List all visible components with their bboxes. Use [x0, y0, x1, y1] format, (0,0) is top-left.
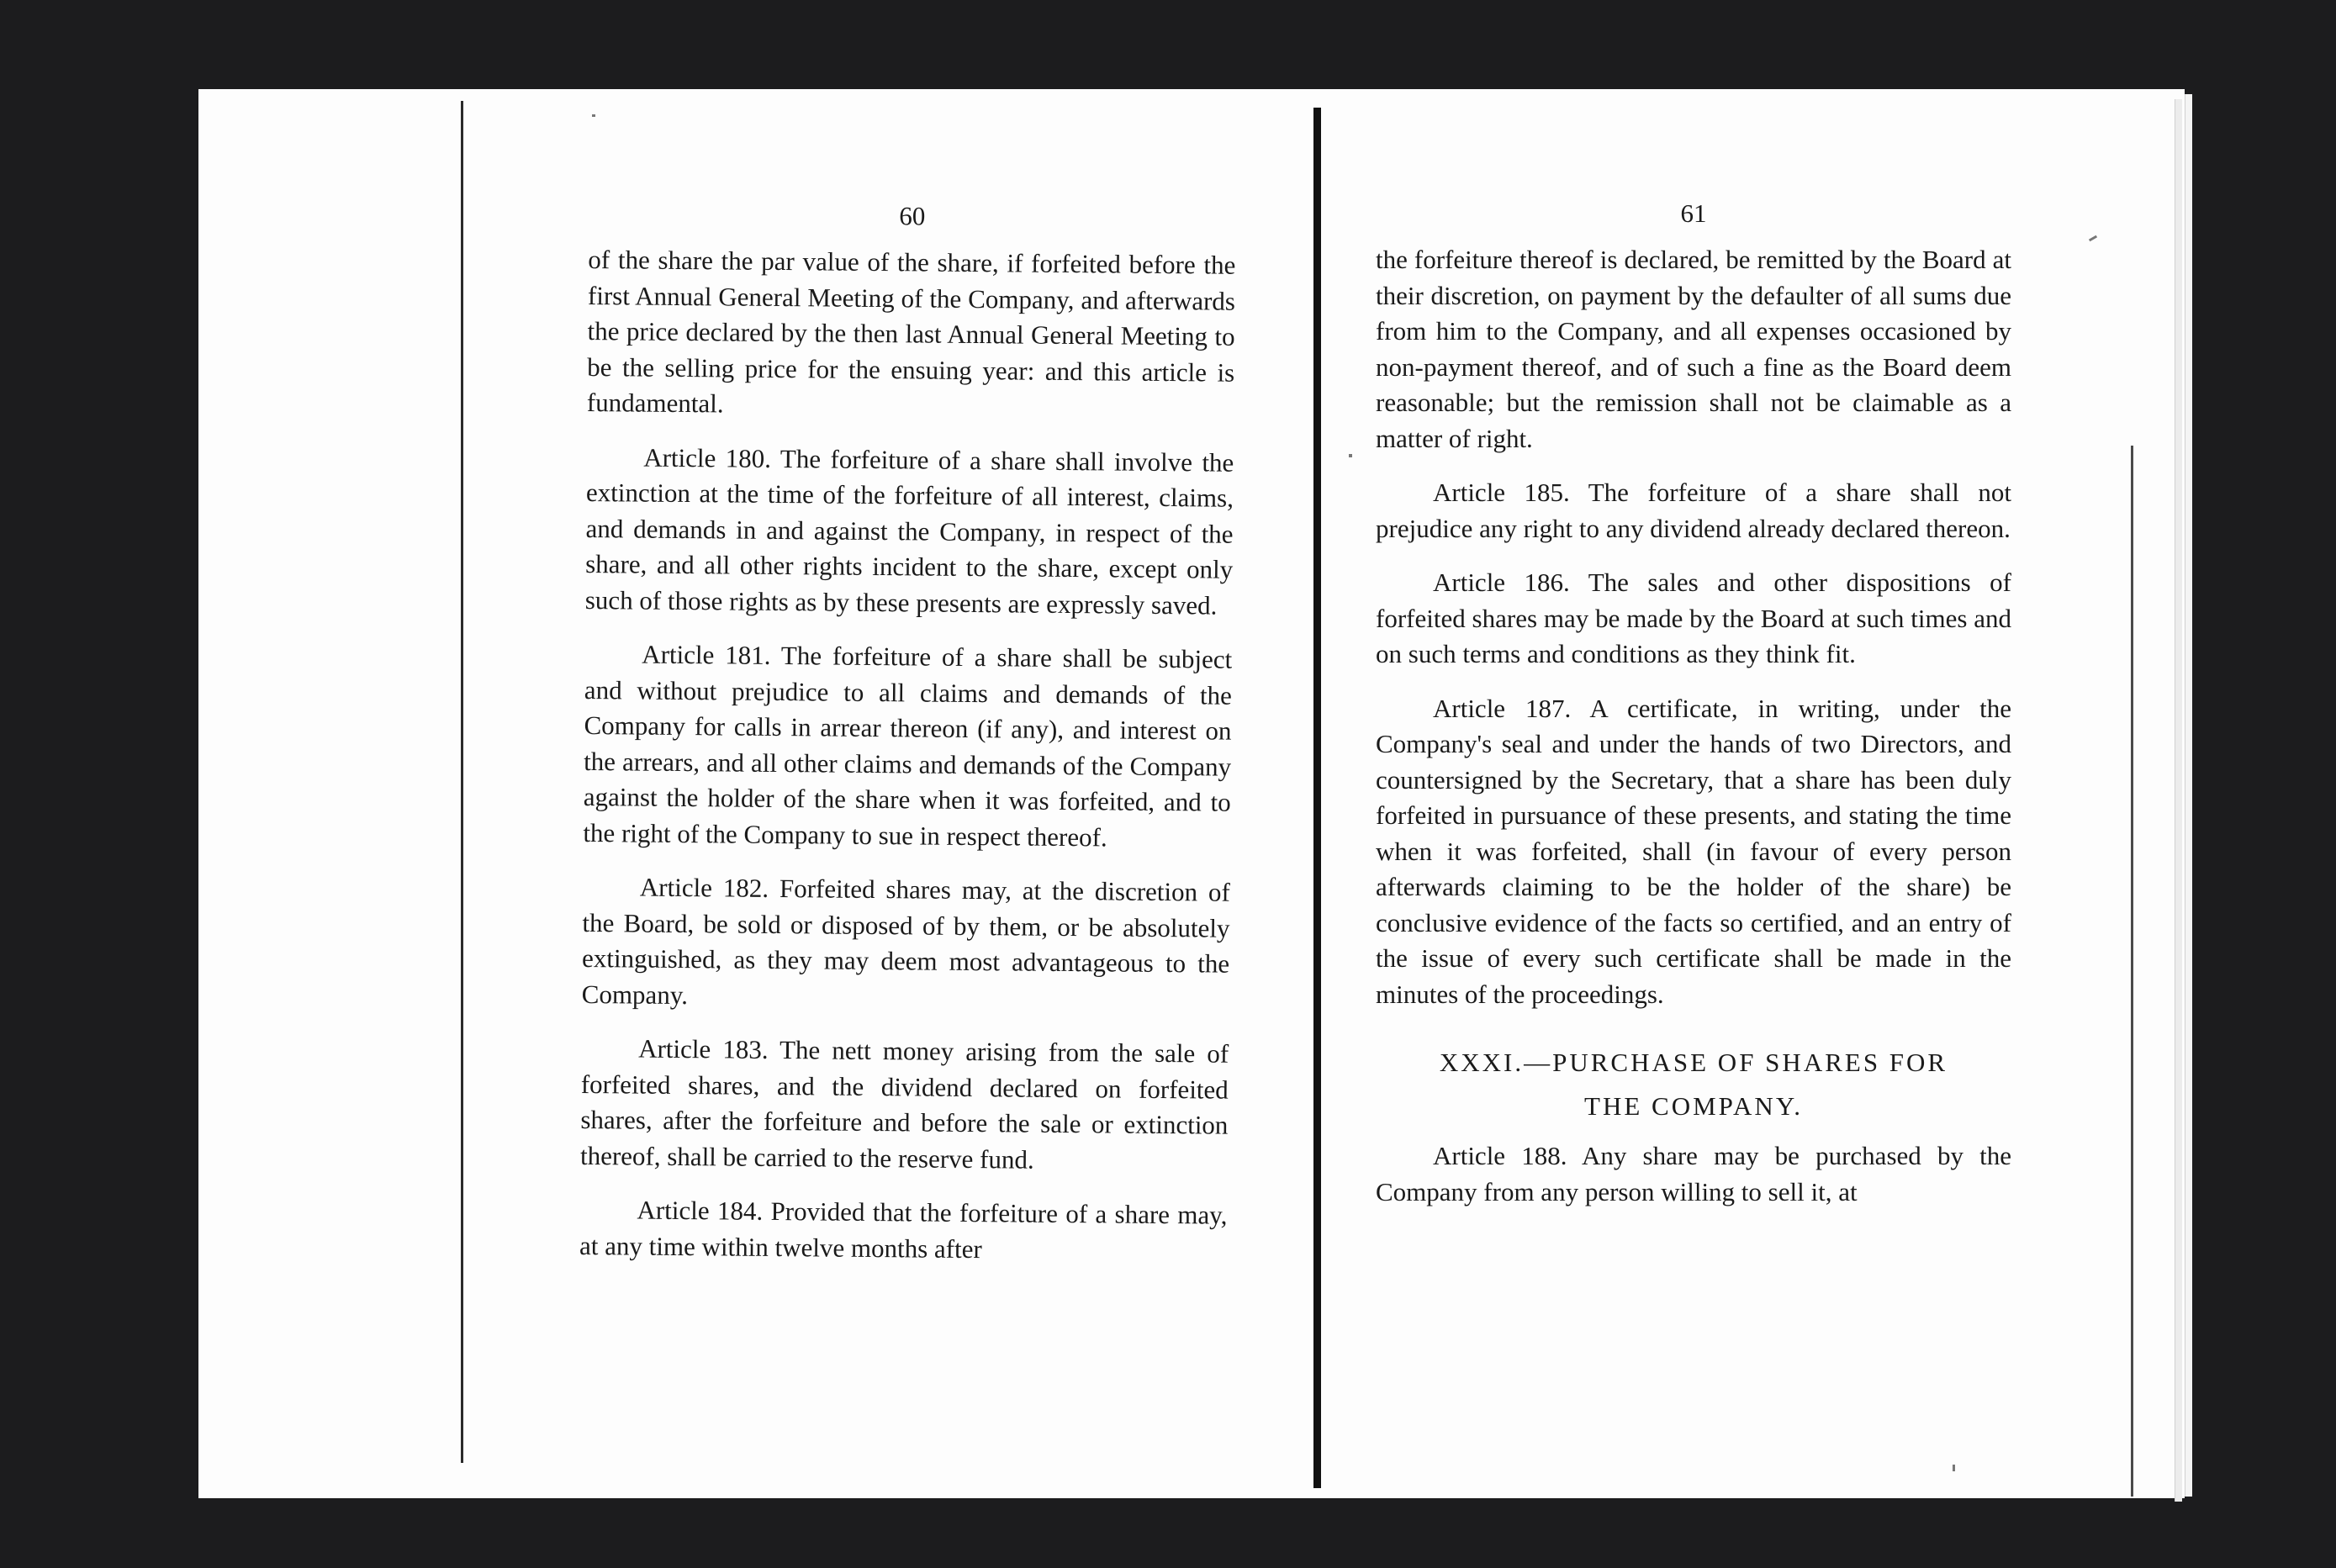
article-180: Article 180. The forfeiture of a share shall involve the extinction at the time of the forfeiture of all interest, claims, and demands in and against the Company, in respect of the share, and all other rights incident to the share, except only such of those rights as by these presents are expressly saved.: [584, 442, 1234, 620]
sheet-edge: [2185, 94, 2192, 1497]
speck: [1953, 1465, 1955, 1471]
article-187: Article 187. A certificate, in writing, under the Company's seal and under the hands of two Directors, and countersigned by the Secretary, that a share has been duly forfeited in pursuance of these presents, and stating the time when it was forfeited, shall (in favour of every person afterwards claiming to be the holder of the share) be conclusive evidence of the facts so certified, and an entry of the issue of every such certificate shall be made in the minutes of the proceedings.: [1376, 693, 2011, 1009]
article-188: Article 188. Any share may be purchased by the Company from any person willing to sell it, at: [1376, 1141, 2011, 1206]
article-182: Article 182. Forfeited shares may, at the discretion of the Board, be sold or disposed of by them, or be absolutely extinguished, as they may deem most advantageous to the Company.: [581, 872, 1230, 1010]
paragraph-continuation: of the share the par value of the share, if forfeited before the first Annual General Meeting of the Company, and afterwards the price declared by the then last Annual General Meeting to be the selling price for the ensuing year: and this article is fundamental.: [586, 244, 1236, 419]
article-183: Article 183. The nett money arising from the sale of forfeited shares, and the dividend declared on forfeited shares, after the forfeiture and before the sale or extinction thereof, shall be carried to the reserve fund.: [579, 1033, 1229, 1175]
article-185: Article 185. The forfeiture of a share shall not prejudice any right to any dividend already declared thereon.: [1376, 478, 2011, 543]
section-heading-line: THE COMPANY.: [1584, 1091, 1803, 1121]
sheet-edge: [2175, 99, 2182, 1502]
article-181: Article 181. The forfeiture of a share shall be subject and without prejudice to all claims and demands of the Company for calls in arrear thereon (if any), and interest on the arrears, and all other claims and demands of the Company against the holder of the share when it was forfeited, and to the right of the Company to sue in respect thereof.: [583, 639, 1233, 852]
page-number: 61: [1680, 198, 1707, 228]
left-page: [579, 198, 1236, 1288]
left-page-edge-line: [461, 101, 463, 1463]
section-heading: [1376, 1041, 2011, 1128]
right-page-edge-line: [2131, 446, 2133, 1497]
center-binding-line: [1313, 108, 1321, 1488]
speck: [592, 114, 595, 117]
section-heading-line: XXXI.—PURCHASE OF SHARES FOR: [1439, 1048, 1948, 1077]
right-page: [1376, 198, 2011, 1228]
speck: [1349, 454, 1352, 457]
paragraph-continuation: the forfeiture thereof is declared, be remitted by the Board at their discretion, on payment by the defaulter of all sums due from him to the Company, and all expenses occasioned by non-payment thereof, and of such a fine as the Board deem reasonable; but the remission shall not be claimable as a matter of right.: [1376, 245, 2011, 453]
page-number: 60: [899, 201, 926, 231]
article-186: Article 186. The sales and other dispositions of forfeited shares may be made by the Board at such times and on such terms and conditions as they think fit.: [1376, 568, 2011, 668]
article-184: Article 184. Provided that the forfeiture of a share may, at any time within twelve months after: [579, 1195, 1228, 1264]
